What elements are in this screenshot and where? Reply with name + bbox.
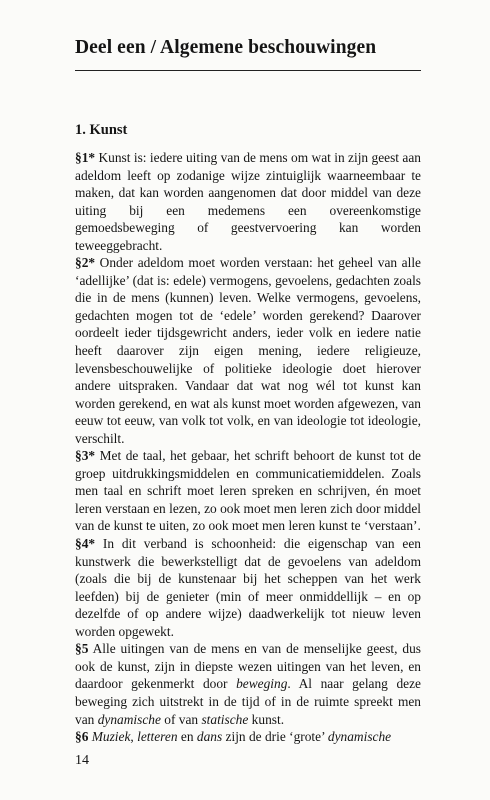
paragraph-number: §5: [75, 641, 89, 657]
emphasized-term: Muziek: [91, 729, 131, 745]
paragraph-number: §1*: [75, 150, 96, 165]
text-run: en: [177, 729, 197, 745]
paragraph-6: [75, 728, 421, 746]
text-run: zijn de drie ‘grote’: [222, 729, 328, 745]
emphasized-term: statische: [201, 711, 249, 727]
title-rule: [75, 70, 421, 71]
emphasized-term: dans: [196, 729, 223, 745]
page-number: 14: [75, 753, 89, 768]
paragraph-4: [75, 535, 421, 640]
paragraph-1: [75, 149, 421, 254]
paragraph-number: §6: [75, 729, 89, 745]
section-heading: 1. Kunst: [75, 122, 128, 138]
text-run: of van: [160, 711, 202, 727]
text-run: . Al naar gelang deze beweging zich uitstrekt in de tijd of in de ruimte spreekt men van: [75, 676, 421, 727]
paragraph-number: §4*: [75, 536, 96, 552]
paragraph-2: [75, 254, 421, 447]
paragraph-number: §2*: [75, 255, 96, 271]
emphasized-term: dynamische: [327, 729, 392, 745]
paragraph-text: [92, 729, 391, 744]
paragraph-number: §3*: [75, 448, 96, 464]
paragraph-text: In dit verband is schoonheid: die eigenschap van een kunstwerk die bewerkstelligt dat de gevoelens van adeldom (zoals die bij de kunstenaar bij het scheppen van het werk leefden) bij de genieter (min of meer onmiddellijk – en op dezelfde of op andere wijze) daadwerkelijk tot nieuw leven worden opgewekt.: [75, 536, 421, 639]
paragraph-text: [75, 641, 421, 726]
chapter-title: Deel een / Algemene beschouwingen: [75, 37, 377, 58]
text-run: ,: [130, 729, 138, 745]
paragraph-5: [75, 640, 421, 728]
body-text: [75, 149, 421, 746]
text-run: Alle uitingen van de mens en van de menselijke geest, dus ook de kunst, zijn in diepste wezen uitingen van het leven, en daardoor gekenmerkt door: [75, 641, 421, 692]
emphasized-term: dynamische: [97, 711, 161, 727]
emphasized-term: letteren: [137, 729, 178, 745]
emphasized-term: beweging: [236, 676, 288, 692]
paragraph-3: [75, 447, 421, 535]
paragraph-text: Met de taal, het gebaar, het schrift behoort de kunst tot de groep uitdrukkingsmiddelen en communicatiemiddelen. Zoals men taal en schrift moet leren spreken en schrijven, én moet leren verstaan en lezen, zo ook moet men leren zich door middel van de kunst te uiten, zo ook moet men leren kunst te ‘verstaan’.: [75, 448, 421, 534]
text-run: kunst.: [248, 711, 285, 727]
paragraph-text: Onder adeldom moet worden verstaan: het geheel van alle ‘adellijke’ (dat is: edele) vermogens, gevoelens, gedachten zoals die in de mens (kunnen) leven. Welke vermogens, gevoelens, gedachten mogen tot de ‘edele’ worden gerekend? Daarover oordeelt ieder tijdsgewricht anders, ieder volk en iedere natie heeft daarover zijn eigen mening, iedere religieuze, levensbeschouwelijke of politieke ideologie doet hierover andere uitspraken. Vandaar dat wat nog wél tot kunst kan worden gerekend, en wat als kunst moet worden afgewezen, van eeuw tot eeuw, van volk tot volk, en van ideologie tot ideologie, verschilt.: [75, 255, 421, 446]
paragraph-text: Kunst is: iedere uiting van de mens om wat in zijn geest aan adeldom leeft op zodanige wijze zintuiglijk waarneembaar te maken, dat kan worden aangenomen dat door middel van deze uiting bij een medemens een overeenkomstige gemoedsbeweging of geestvervoering kan worden teweeggebracht.: [75, 150, 421, 253]
